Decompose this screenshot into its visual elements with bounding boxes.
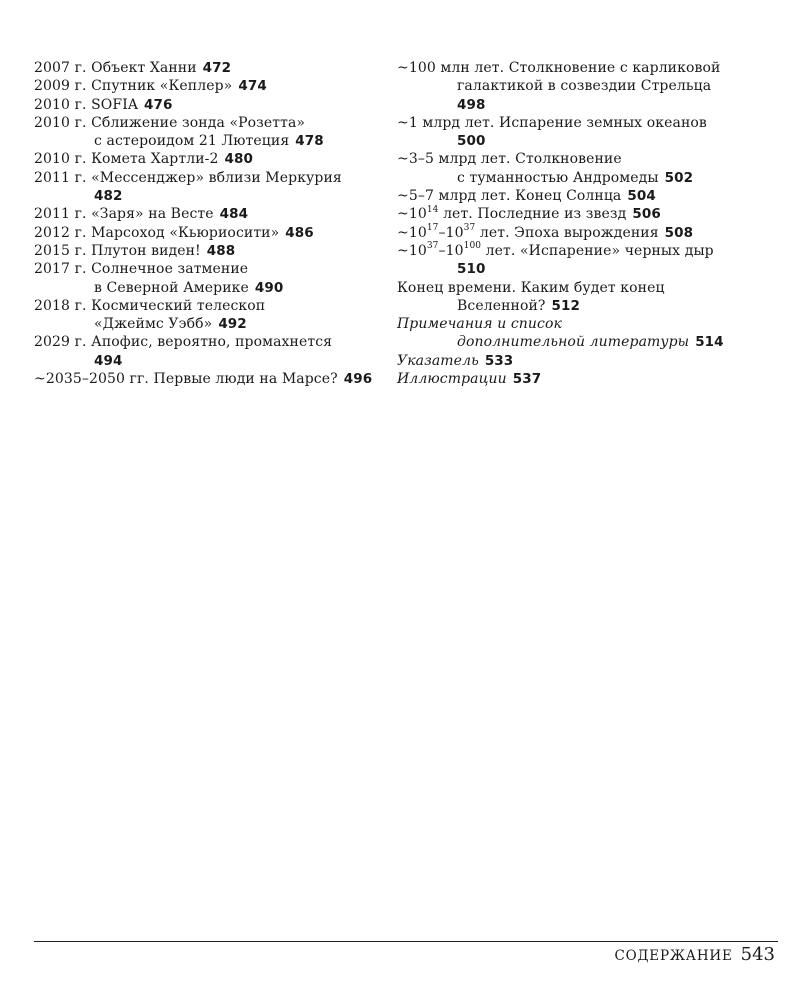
footer-rule <box>34 941 778 942</box>
toc-page-number: 490 <box>254 279 284 296</box>
toc-entry[interactable] <box>397 114 797 151</box>
toc-page-number: 498 <box>457 96 486 113</box>
toc-entry-title: ~10 <box>397 224 427 241</box>
toc-entry-title: –10 <box>438 224 464 241</box>
toc-entry-title: ~10 <box>397 206 427 223</box>
toc-entry-title: ~3–5 млрд лет. Столкновение <box>397 151 622 168</box>
toc-entry-title: с туманностью Андромеды <box>457 169 659 186</box>
toc-page-number: 478 <box>295 133 324 150</box>
toc-page-number: 510 <box>457 261 486 278</box>
toc-entry[interactable] <box>34 242 374 260</box>
exponent: 37 <box>426 241 439 252</box>
toc-entry-title: Иллюстрации <box>397 371 507 388</box>
toc-entry-title: Вселенной? <box>457 297 546 314</box>
toc-page-number: 500 <box>457 133 486 150</box>
toc-entry[interactable] <box>397 370 797 388</box>
toc-entry-title: ~5–7 млрд лет. Конец Солнца <box>397 188 622 205</box>
section-title: СОДЕРЖАНИЕ <box>614 948 733 964</box>
toc-entry[interactable] <box>397 279 797 316</box>
toc-entry-title: лет. Эпоха вырождения <box>475 224 659 241</box>
toc-page-number: 502 <box>664 169 694 186</box>
toc-page-number: 484 <box>219 206 249 223</box>
toc-entry[interactable] <box>34 224 374 242</box>
toc-entry-title: ~10 <box>397 242 427 259</box>
toc-entry-title: галактикой в созвездии Стрельца <box>457 78 712 95</box>
toc-page-number: 496 <box>343 371 373 388</box>
toc-entry-title: 2011 г. «Заря» на Весте <box>34 206 214 223</box>
toc-entry-title: 2010 г. Сближение зонда «Розетта» <box>34 114 306 131</box>
toc-entry-title: ~100 млн лет. Столкновение с карликовой <box>397 60 721 76</box>
running-footer <box>615 944 775 965</box>
toc-entry-title: 2015 г. Плутон виден! <box>34 242 201 259</box>
toc-page-number: 506 <box>632 206 661 223</box>
toc-entry[interactable] <box>34 297 374 334</box>
toc-entry[interactable] <box>34 333 374 370</box>
toc-entry[interactable] <box>397 150 797 187</box>
toc-entry-title: 2010 г. Комета Хартли-2 <box>34 151 219 168</box>
toc-entry[interactable] <box>34 77 374 95</box>
toc-entry[interactable] <box>34 114 374 151</box>
toc-page-number: 480 <box>224 151 253 168</box>
toc-entry-title: 2007 г. Объект Ханни <box>34 60 197 76</box>
toc-entry-title: ~1 млрд лет. Испарение земных океанов <box>397 114 707 131</box>
toc-entry-title: 2018 г. Космический телескоп <box>34 297 266 314</box>
toc-page-number: 494 <box>94 352 123 369</box>
toc-entry[interactable] <box>397 224 797 242</box>
toc-page-number: 474 <box>238 78 267 95</box>
toc-page-number: 514 <box>695 334 724 351</box>
toc-entry-title: –10 <box>438 242 464 259</box>
toc-entry-title: Конец времени. Каким будет конец <box>397 279 665 296</box>
toc-page-number: 482 <box>94 188 123 205</box>
toc-entry-title: ~2035–2050 гг. Первые люди на Марсе? <box>34 371 338 388</box>
toc-entry[interactable] <box>397 187 797 205</box>
toc-entry[interactable] <box>34 59 374 77</box>
toc-entry[interactable] <box>34 96 374 114</box>
toc-page-number: 533 <box>484 352 514 369</box>
exponent: 37 <box>463 223 476 234</box>
toc-entry-title: с астероидом 21 Лютеция <box>94 133 290 150</box>
toc-entry[interactable] <box>397 315 797 352</box>
toc-entry[interactable] <box>397 59 797 114</box>
toc-entry-title: лет. «Испарение» черных дыр <box>481 242 714 259</box>
toc-entry-title: «Джеймс Уэбб» <box>94 316 213 333</box>
page-number: 543 <box>740 944 775 965</box>
toc-entry[interactable] <box>34 370 374 388</box>
toc-page-number: 486 <box>285 224 314 241</box>
toc-entry[interactable] <box>397 242 797 279</box>
toc-entry[interactable] <box>34 260 374 297</box>
toc-right-column <box>397 59 797 388</box>
toc-entry-title: в Северной Америке <box>94 279 249 296</box>
toc-entry-title: дополнительной литературы <box>457 334 690 351</box>
toc-page-number: 492 <box>218 316 247 333</box>
toc-page-number: 488 <box>206 242 236 259</box>
toc-page-number: 508 <box>664 224 694 241</box>
toc-entry-title: 2017 г. Солнечное затмение <box>34 261 249 278</box>
toc-entry-title: 2011 г. «Мессенджер» вблизи Меркурия <box>34 169 342 186</box>
toc-entry-title: Примечания и список <box>397 316 562 333</box>
toc-page-number: 512 <box>551 297 581 314</box>
toc-entry[interactable] <box>397 352 797 370</box>
toc-entry-title: Указатель <box>397 352 479 369</box>
exponent: 100 <box>463 241 482 252</box>
toc-entry[interactable] <box>34 169 374 206</box>
toc-entry[interactable] <box>34 150 374 168</box>
toc-page-number: 537 <box>512 371 542 388</box>
toc-entry-title: лет. Последние из звезд <box>438 206 627 223</box>
toc-entry[interactable] <box>397 205 797 223</box>
toc-entry-title: 2012 г. Марсоход «Кьюриосити» <box>34 224 280 241</box>
exponent: 14 <box>426 204 439 215</box>
toc-page-number: 504 <box>627 188 656 205</box>
exponent: 17 <box>426 223 439 234</box>
toc-page-number: 472 <box>202 60 232 76</box>
toc-page-number: 476 <box>144 96 173 113</box>
toc-entry-title: 2029 г. Апофис, вероятно, промахнется <box>34 334 333 351</box>
toc-left-column <box>34 59 374 388</box>
toc-entry-title: 2010 г. SOFIA <box>34 96 139 113</box>
toc-entry-title: 2009 г. Спутник «Кеплер» <box>34 78 233 95</box>
toc-entry[interactable] <box>34 205 374 223</box>
